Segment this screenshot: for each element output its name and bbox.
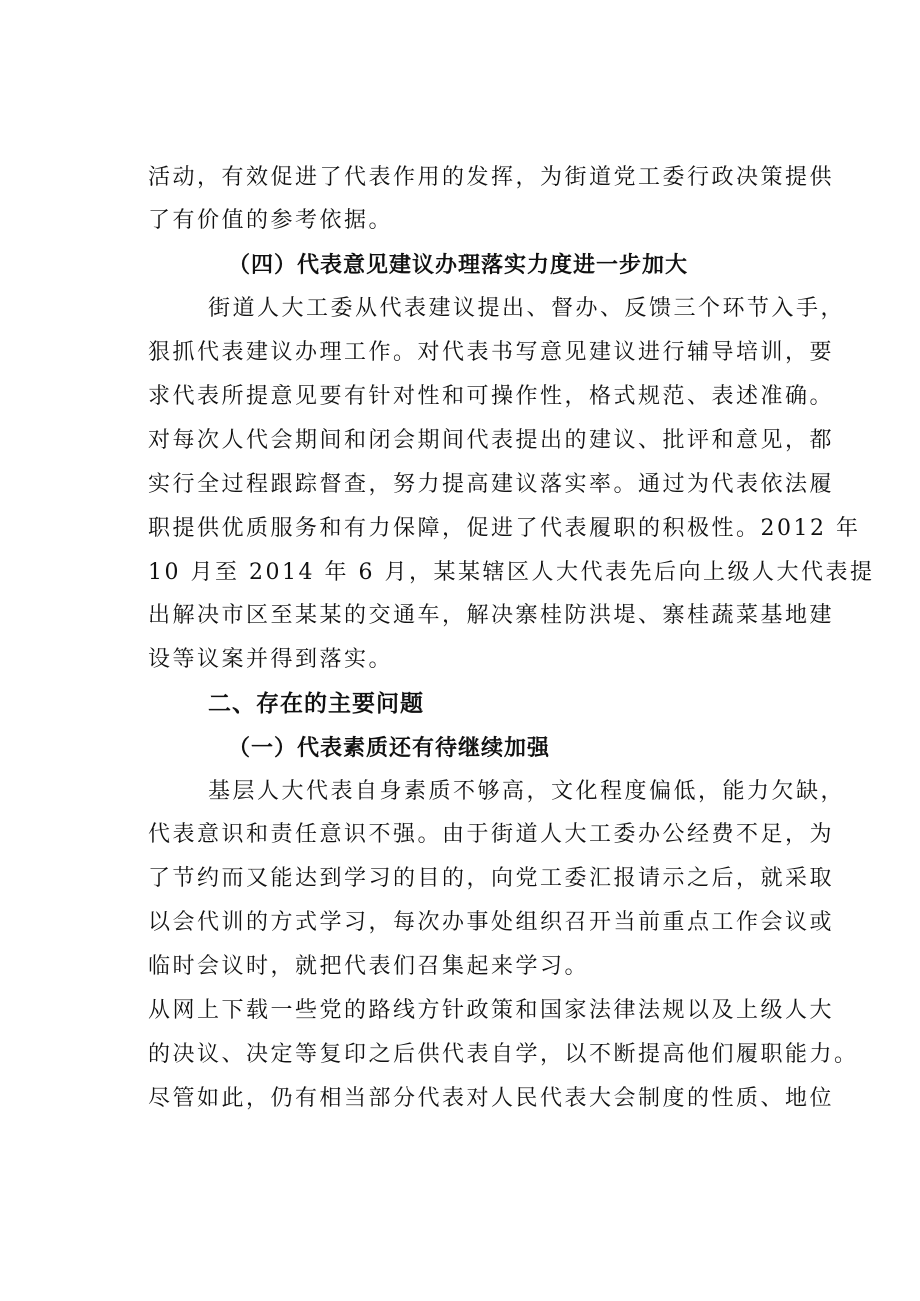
paragraph-line: 街道人大工委从代表建议提出、督办、反馈三个环节入手， [208, 296, 846, 321]
paragraph-line: 求代表所提意见要有针对性和可操作性，格式规范、表述准确。 [148, 384, 835, 409]
paragraph-line: 实行全过程跟踪督查，努力提高建议落实率。通过为代表依法履 [148, 472, 835, 497]
paragraph-line: 的决议、决定等复印之后供代表自学，以不断提高他们履职能力。 [148, 1042, 859, 1067]
paragraph-line: 对每次人代会期间和闭会期间代表提出的建议、批评和意见，都 [148, 428, 835, 453]
paragraph-line: 临时会议时，就把代表们召集起来学习。 [148, 954, 590, 979]
paragraph-line: 代表意识和责任意识不强。由于街道人大工委办公经费不足，为 [148, 822, 835, 847]
paragraph-line: 活动，有效促进了代表作用的发挥，为街道党工委行政决策提供 [148, 165, 835, 190]
paragraph-line: 设等议案并得到落实。 [148, 647, 394, 672]
paragraph-line: 了节约而又能达到学习的目的，向党工委汇报请示之后，就采取 [148, 866, 835, 891]
paragraph-line: 以会代训的方式学习，每次办事处组织召开当前重点工作会议或 [148, 910, 835, 935]
paragraph-line: 职提供优质服务和有力保障，促进了代表履职的积极性。2012 年 [148, 516, 861, 541]
paragraph-line: 10 月至 2014 年 6 月，某某辖区人大代表先后向上级人大代表提 [148, 560, 875, 585]
paragraph-line: 狠抓代表建议办理工作。对代表书写意见建议进行辅导培训，要 [148, 340, 835, 365]
paragraph-line: 基层人大代表自身素质不够高，文化程度偏低，能力欠缺， [208, 779, 846, 804]
section-heading-4: （四）代表意见建议办理落实力度进一步加大 [228, 252, 689, 278]
paragraph-line: 出解决市区至某某的交通车，解决寨桂防洪堤、寨桂蔬菜基地建 [148, 603, 835, 628]
chapter-heading-2: 二、存在的主要问题 [208, 690, 424, 717]
paragraph-line: 从网上下载一些党的路线方针政策和国家法律法规以及上级人大 [148, 998, 835, 1023]
paragraph-line: 尽管如此，仍有相当部分代表对人民代表大会制度的性质、地位 [148, 1086, 835, 1111]
section-heading-1: （一）代表素质还有待继续加强 [228, 735, 551, 761]
paragraph-line: 了有价值的参考依据。 [148, 208, 394, 233]
